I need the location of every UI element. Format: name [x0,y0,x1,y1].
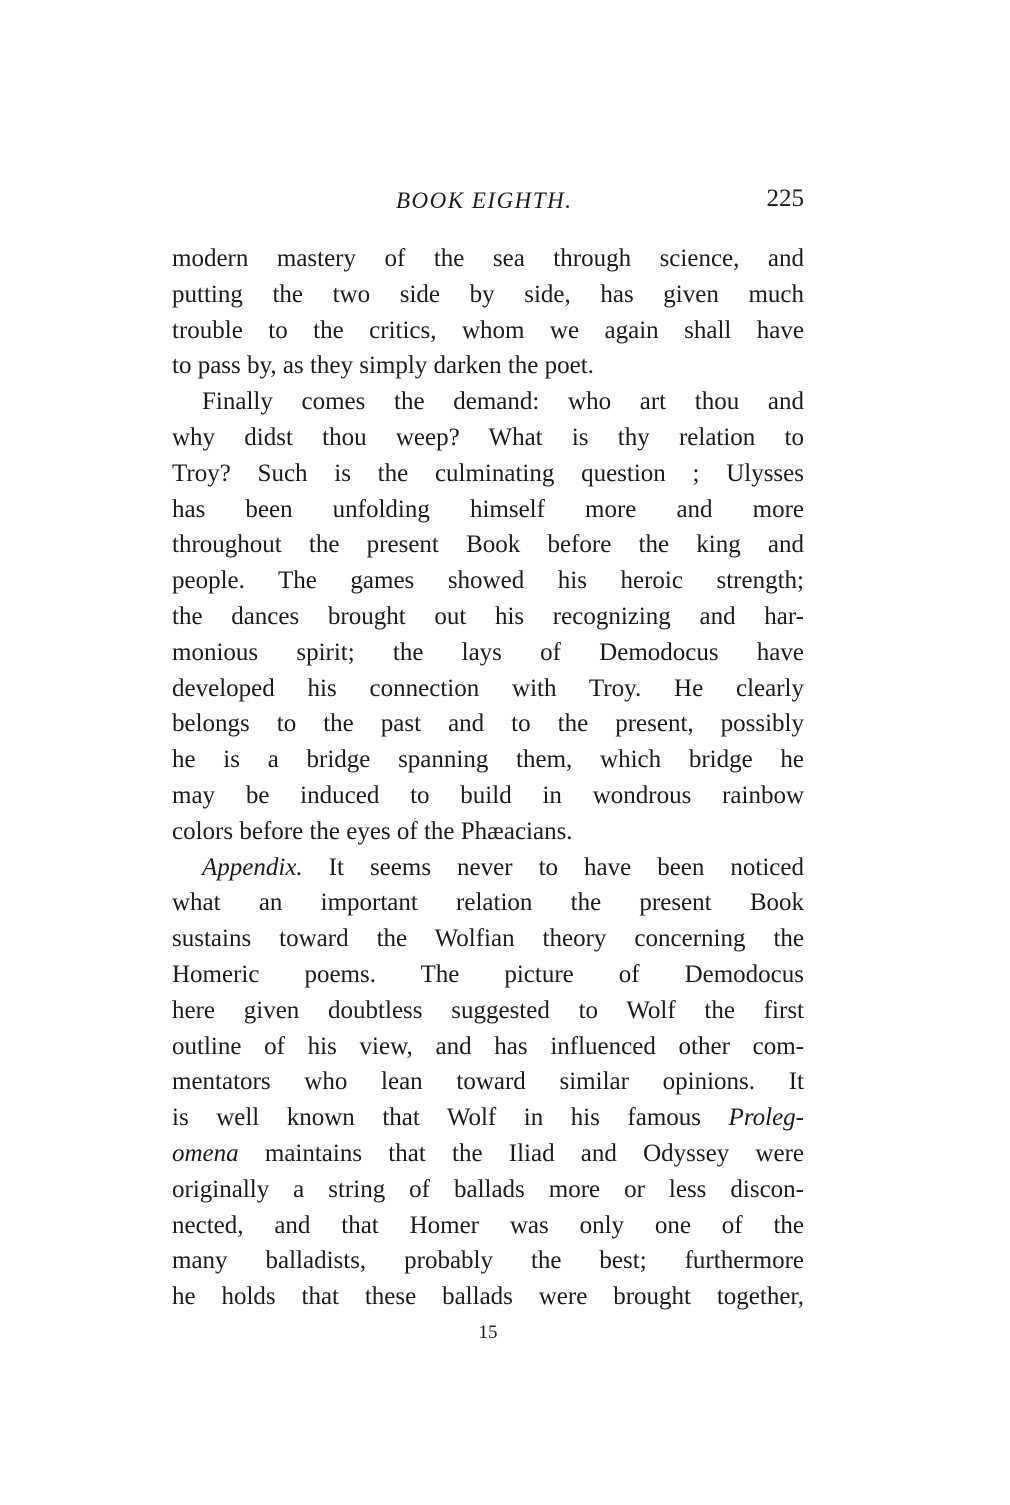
work-title: Proleg- [728,1104,804,1132]
text-line: trouble to the critics, whom we again shall have [172,316,804,344]
text-fragment: is well known that Wolf in his famous [172,1104,729,1132]
text-line: putting the two side by side, has given much [172,280,804,308]
text-line: Troy? Such is the culminating question ; Ulysses [172,459,804,487]
text-fragment: maintains that the Iliad and Odyssey were [238,1139,804,1167]
body-text [172,241,804,1315]
text-line: originally a string of ballads more or less discon- [172,1175,804,1203]
text-line: Homeric poems. The picture of Demodocus [172,960,804,988]
text-line: mentators who lean toward similar opinions. It [172,1068,804,1096]
text-line: colors before the eyes of the Phæacians. [172,817,573,845]
text-line: modern mastery of the sea through science, and [172,245,804,272]
text-line [172,850,804,886]
text-line: people. The games showed his heroic strength; [172,567,804,595]
text-line [172,1136,804,1172]
text-line: why didst thou weep? What is thy relation to [172,423,804,451]
appendix-label: Appendix. [202,853,303,881]
text-line: to pass by, as they simply darken the poet. [172,352,594,380]
text-line: throughout the present Book before the king and [172,531,804,559]
text-line: here given doubtless suggested to Wolf the first [172,996,804,1024]
text-line: Finally comes the demand: who art thou and [202,388,804,416]
running-head [172,185,804,224]
running-title: BOOK EIGHTH. [396,188,573,213]
text-line: he holds that these ballads were brought together, [172,1283,804,1311]
work-title: omena [172,1139,239,1167]
text-line: belongs to the past and to the present, possibly [172,710,804,738]
text-line: the dances brought out his recognizing and har- [172,602,804,630]
page-number: 225 [766,185,804,212]
text-line: outline of his view, and has influenced other com- [172,1032,804,1060]
text-line: he is a bridge spanning them, which bridge he [172,746,804,774]
text-line: may be induced to build in wondrous rainbow [172,781,804,809]
signature-mark: 15 [478,1322,498,1343]
text-line: many balladists, probably the best; furthermore [172,1247,804,1275]
text-fragment: It seems never to have been noticed [302,853,804,881]
text-line: has been unfolding himself more and more [172,495,804,523]
text-line: developed his connection with Troy. He clearly [172,674,804,702]
text-line: nected, and that Homer was only one of the [172,1211,804,1239]
text-line: monious spirit; the lays of Demodocus have [172,638,804,666]
text-line [172,1100,804,1136]
text-line: what an important relation the present Book [172,889,804,917]
text-line: sustains toward the Wolfian theory concerning the [172,925,804,953]
